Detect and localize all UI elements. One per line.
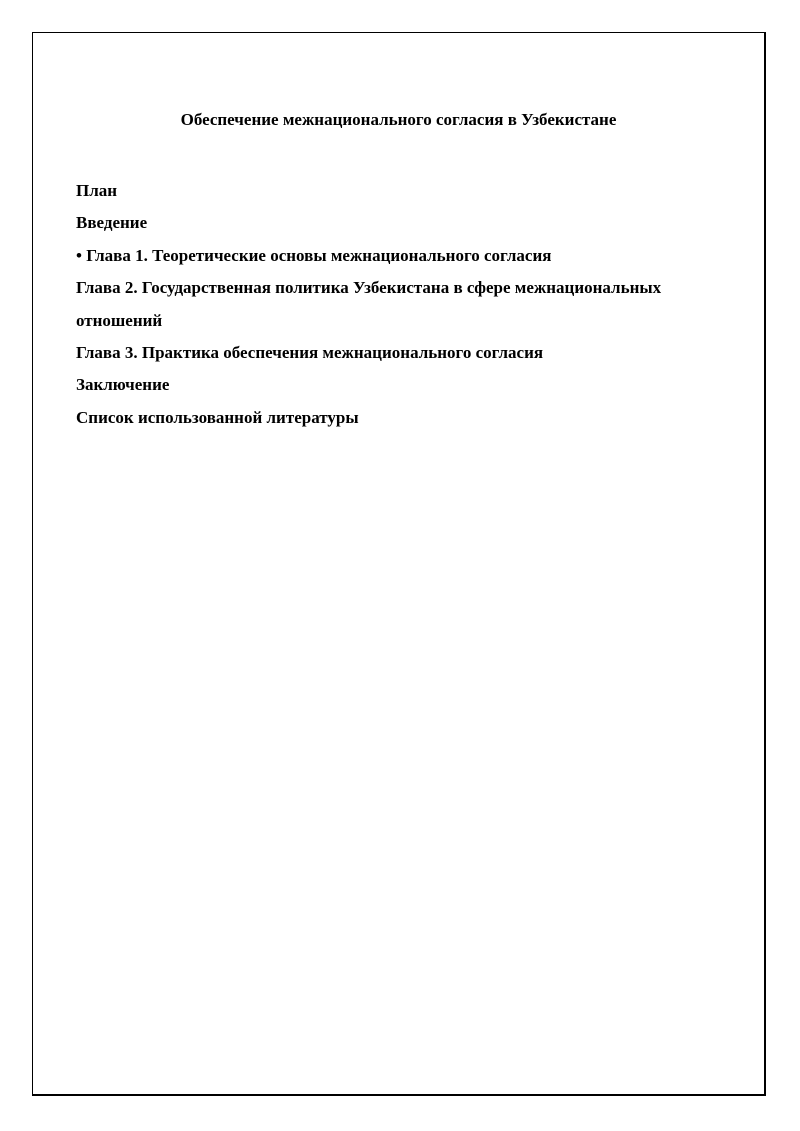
document-page (32, 32, 766, 1096)
plan-item-conclusion: Заключение (76, 375, 170, 395)
plan-item-introduction: Введение (76, 213, 148, 233)
plan-item-chapter-1: • Глава 1. Теоретические основы межнационального согласия (76, 245, 552, 265)
plan-item-chapter-2-continued: отношений (76, 310, 163, 330)
plan-section (76, 175, 746, 434)
plan-item-references: Список использованной литературы (76, 407, 359, 427)
plan-item-chapter-2: Глава 2. Государственная политика Узбекистана в сфере межнациональных (76, 278, 662, 298)
document-title: Обеспечение межнационального согласия в Узбекистане (180, 110, 617, 129)
plan-item-chapter-3: Глава 3. Практика обеспечения межнационального согласия (76, 343, 544, 363)
plan-heading: План (76, 181, 118, 200)
